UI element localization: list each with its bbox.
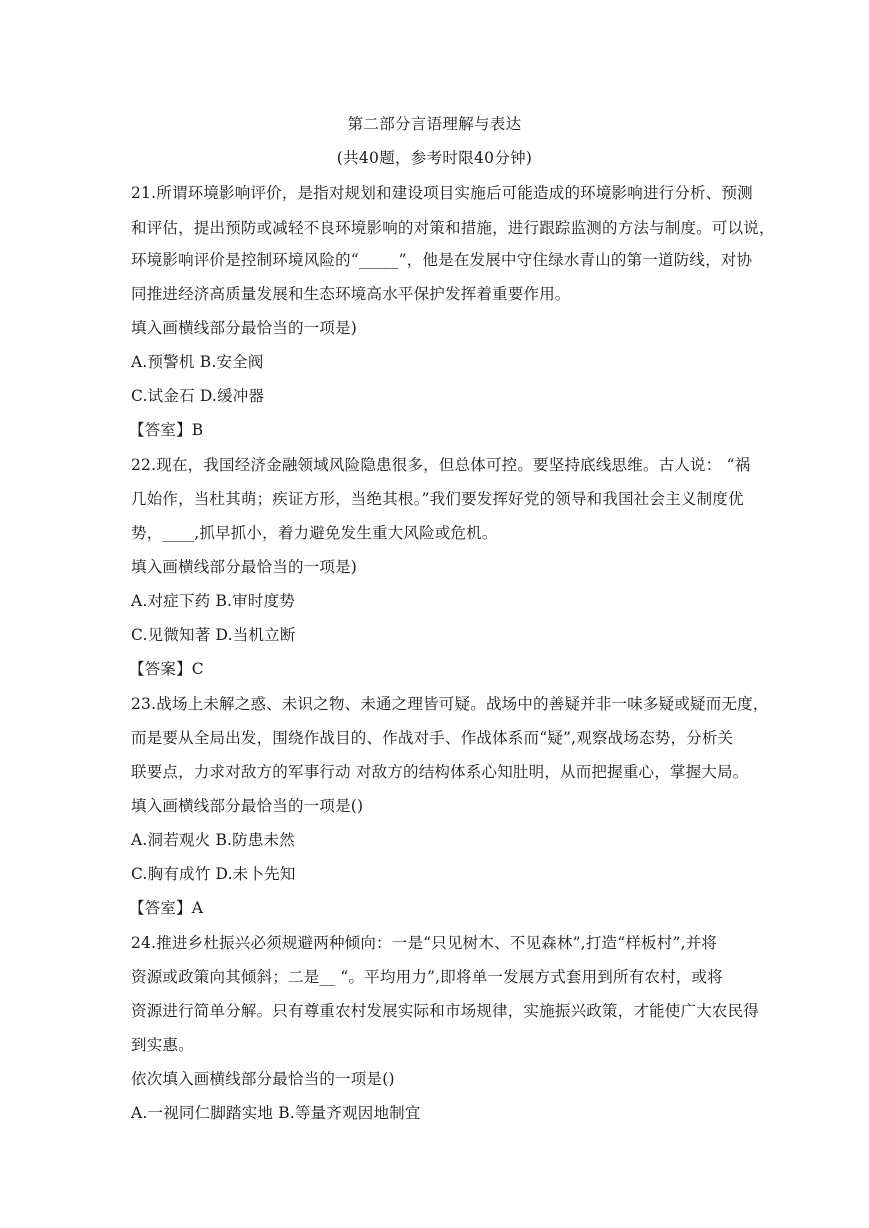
question-stem-line: 23.战场上未解之惑、未识之物、未通之理皆可疑。战场中的善疑并非一味多疑或疑而无度， — [131, 695, 769, 713]
options-line: A.一视同仁脚踏实地 B.等量齐观因地制宜 — [131, 1104, 421, 1122]
question-stem-line: 同推进经济高质量发展和生态环境高水平保护发挥着重要作用。 — [131, 285, 571, 303]
question-stem-line: 21.所谓环境影响评价，是指对规划和建设项目实施后可能造成的环境影响进行分析、预测 — [131, 184, 753, 202]
question-stem-line: 而是要从全局出发，围绕作战目的、作战对手、作战体系而“疑”,观察战场态势，分析关 — [131, 729, 734, 747]
question-stem-line: 24.推进乡杜振兴必须规避两种倾向：一是“只见树木、不见森林”,打造“样板村”,并将 — [131, 934, 718, 952]
question-stem-line: 资源进行简单分解。只有尊重农村发展实际和市场规律，实施振兴政策，才能使广大农民得 — [131, 1002, 760, 1020]
question-prompt: 填入画横线部分最恰当的一项是) — [131, 558, 358, 576]
answer-label: 【答室】B — [129, 421, 204, 439]
question-prompt: 填入画横线部分最恰当的一项是) — [131, 319, 358, 337]
section-subtitle: (共40题，参考时限40分钟) — [336, 149, 533, 167]
question-stem-line: 到实惠。 — [131, 1036, 194, 1054]
question-stem-line: 和评估，提出预防或减轻不良环境影响的对策和措施，进行跟踪监测的方法与制度。可以说， — [131, 219, 775, 237]
options-line: A.预警机 B.安全阀 — [131, 353, 264, 371]
question-prompt: 填入画横线部分最恰当的一项是() — [131, 797, 364, 815]
options-line: C.见微知著 D.当机立断 — [131, 626, 296, 644]
question-stem-line: 联要点，力求对敌方的军事行动 对敌方的结构体系心知肚明，从而把握重心，掌握大局。 — [131, 763, 749, 781]
question-prompt: 依次填入画横线部分最恰当的一项是() — [131, 1070, 395, 1088]
answer-label: 【答案】C — [129, 660, 204, 678]
options-line: C.试金石 D.缓冲器 — [131, 387, 265, 405]
options-line: C.胸有成竹 D.未卜先知 — [131, 865, 296, 883]
question-stem-line: 几始作，当杜其萌；疾证方形，当绝其根。”我们要发挥好党的领导和我国社会主义制度优 — [131, 490, 744, 508]
question-stem-line: 环境影响评价是控制环境风险的“_____”，他是在发展中守住绿水青山的第一道防线，对协 — [131, 251, 753, 269]
section-title: 第二部分言语理解与表达 — [347, 115, 522, 133]
answer-label: 【答室】A — [129, 899, 204, 917]
question-stem-line: 22.现在，我国经济金融领域风险隐患很多，但总体可控。要坚持底线思维。古人说： “祸 — [131, 456, 751, 474]
options-line: A.对症下药 B.审时度势 — [131, 592, 295, 610]
question-stem-line: 势，____,抓早抓小，着力避免发生重大风险或危机。 — [131, 524, 498, 542]
options-line: A.洞若观火 B.防患未然 — [131, 831, 295, 849]
question-stem-line: 资源或政策向其倾斜；二是__ “。平均用力”,即将单一发展方式套用到所有农村，或将 — [131, 968, 723, 986]
